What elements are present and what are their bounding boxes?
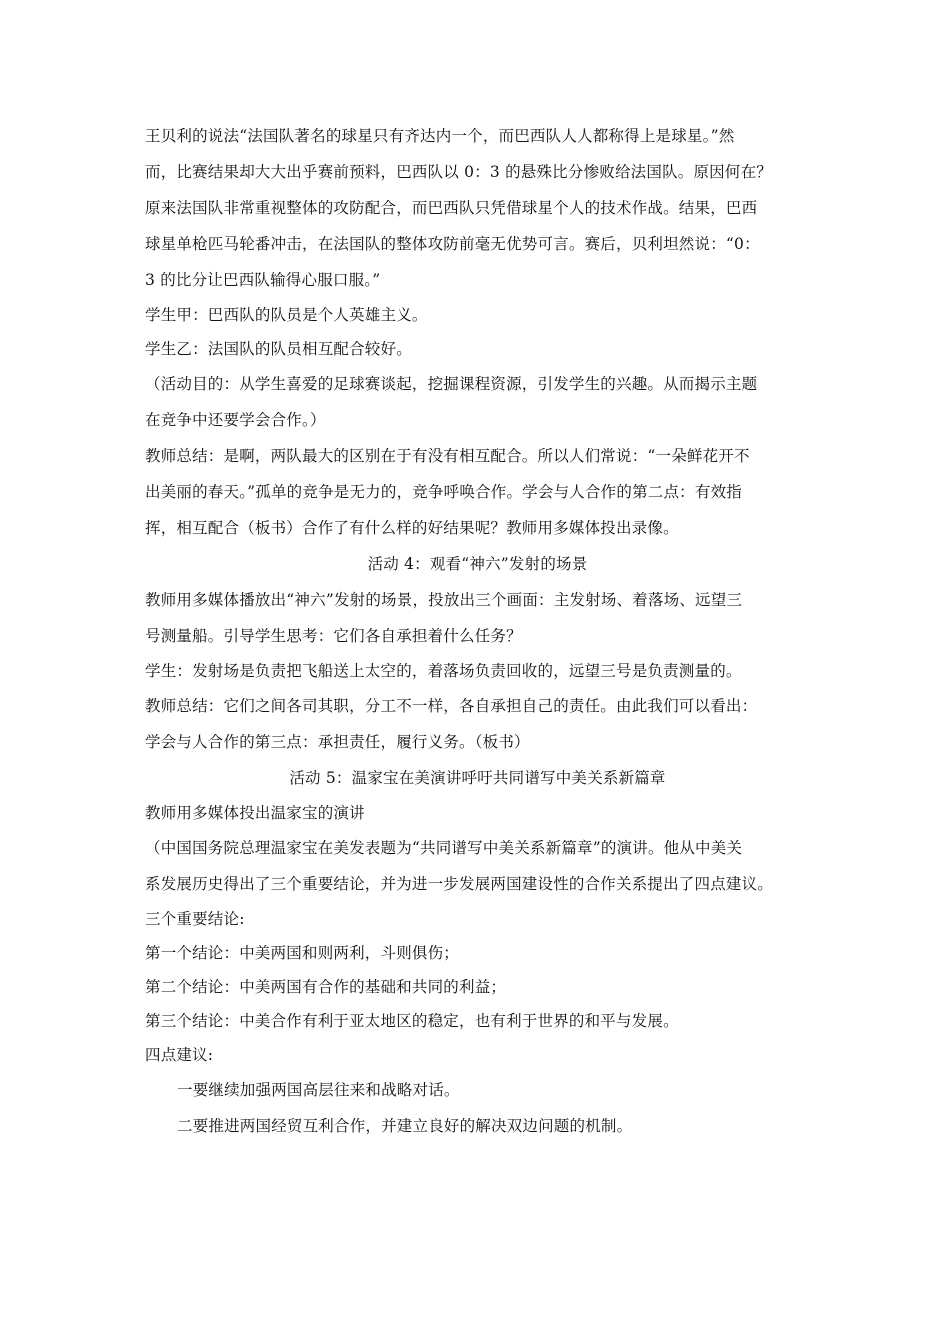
text-line: 挥，相互配合（板书）合作了有什么样的好结果呢？教师用多媒体投出录像。 <box>145 519 679 537</box>
text-line: 学生乙：法国队的队员相互配合较好。 <box>145 340 412 358</box>
text-line: 学生甲：巴西队的队员是个人英雄主义。 <box>145 306 428 324</box>
text-line: 教师总结：它们之间各司其职，分工不一样，各自承担自己的责任。由此我们可以看出： <box>145 697 758 715</box>
document-body <box>145 118 810 1144</box>
text-line: 球星单枪匹马轮番冲击，在法国队的整体攻防前毫无优势可言。赛后，贝利坦然说：“0： <box>145 235 760 253</box>
text-line: 第一个结论：中美两国和则两利，斗则俱伤； <box>145 944 460 962</box>
text-line: 三个重要结论: <box>145 910 245 928</box>
text-line: 第二个结论：中美两国有合作的基础和共同的利益； <box>145 978 507 996</box>
text-line: （活动目的：从学生喜爱的足球赛谈起，挖掘课程资源，引发学生的兴趣。从而揭示主题 <box>145 375 758 393</box>
text-line: 四点建议: <box>145 1046 214 1064</box>
text-line: 号测量船。引导学生思考：它们各自承担着什么任务？ <box>145 627 522 645</box>
text-line: 一要继续加强两国高层往来和战略对话。 <box>177 1081 460 1099</box>
text-line: 系发展历史得出了三个重要结论，并为进一步发展两国建设性的合作关系提出了四点建议。 <box>145 875 774 893</box>
text-line: 二要推进两国经贸互利合作，并建立良好的解决双边问题的机制。 <box>177 1117 633 1135</box>
text-line: 原来法国队非常重视整体的攻防配合，而巴西队只凭借球星个人的技术作战。结果，巴西 <box>145 199 758 217</box>
text-line: 3 的比分让巴西队输得心服口服。” <box>145 271 381 289</box>
text-line: 学会与人合作的第三点：承担责任，履行义务。（板书） <box>145 733 530 751</box>
text-line: 学生：发射场是负责把飞船送上太空的，着落场负责回收的，远望三号是负责测量的。 <box>145 662 742 680</box>
section-heading: 活动 5：温家宝在美演讲呼吁共同谱写中美关系新篇章 <box>289 769 666 787</box>
text-line: 第三个结论：中美合作有利于亚太地区的稳定，也有利于世界的和平与发展。 <box>145 1012 679 1030</box>
text-line: 教师用多媒体播放出“神六”发射的场景，投放出三个画面：主发射场、着落场、远望三 <box>145 591 743 609</box>
text-line: 在竞争中还要学会合作。） <box>145 411 326 429</box>
text-line: 教师用多媒体投出温家宝的演讲 <box>145 804 365 822</box>
text-line: 教师总结：是啊，两队最大的区别在于有没有相互配合。所以人们常说：“一朵鲜花开不 <box>145 447 750 465</box>
text-line: 王贝利的说法“法国队著名的球星只有齐达内一个，而巴西队人人都称得上是球星。”然 <box>145 127 735 145</box>
section-heading: 活动 4：观看“神六”发射的场景 <box>367 555 588 573</box>
text-line: 出美丽的春天。”孤单的竞争是无力的，竞争呼唤合作。学会与人合作的第二点：有效指 <box>145 483 742 501</box>
text-line: 而，比赛结果却大大出乎赛前预料，巴西队以 0：3 的悬殊比分惨败给法国队。原因何在？ <box>145 163 772 181</box>
text-line: （中国国务院总理温家宝在美发表题为“共同谱写中美关系新篇章”的演讲。他从中美关 <box>145 839 743 857</box>
